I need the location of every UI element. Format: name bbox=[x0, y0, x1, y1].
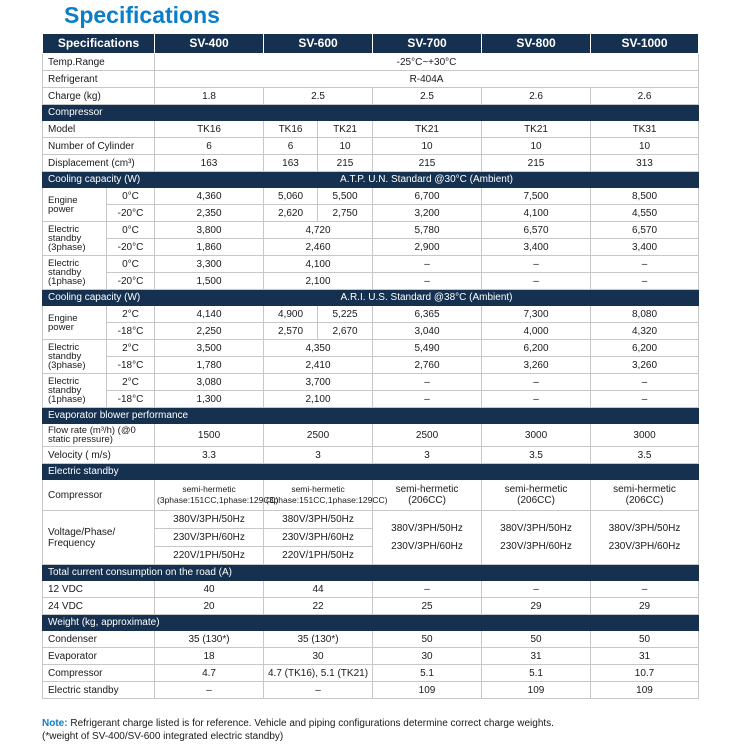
table-row-temp-range bbox=[43, 54, 699, 71]
table-row-voltage-1 bbox=[43, 511, 699, 529]
cell: 20 bbox=[155, 598, 264, 615]
temp-cell: 0°C bbox=[107, 222, 155, 239]
temp-cell: 2°C bbox=[107, 374, 155, 391]
section-header-compressor: Compressor bbox=[43, 105, 699, 121]
cell: 10 bbox=[591, 138, 699, 155]
cell bbox=[482, 511, 591, 565]
cell: semi-hermetic (3phase:151CC,1phase:129CC) bbox=[155, 480, 264, 511]
row-label: Engine power bbox=[43, 306, 107, 340]
cell: 5,225 bbox=[318, 306, 373, 323]
section-header-cooling-atp: Cooling capacity (W) A.T.P. U.N. Standard @30°C (Ambient) bbox=[43, 172, 699, 188]
row-label: Electric standby bbox=[43, 682, 155, 699]
cell: – bbox=[373, 256, 482, 273]
note-line bbox=[42, 717, 722, 730]
cell: – bbox=[591, 256, 699, 273]
row-label: Compressor bbox=[43, 665, 155, 682]
cell: 4,140 bbox=[155, 306, 264, 323]
cell: 2500 bbox=[264, 424, 373, 447]
cell: – bbox=[155, 682, 264, 699]
table-row-model bbox=[43, 121, 699, 138]
cell bbox=[591, 511, 699, 565]
standard-label: A.T.P. U.N. Standard @30°C (Ambient) bbox=[155, 172, 699, 188]
row-label: Electric standby (3phase) bbox=[43, 340, 107, 374]
cell: 8,500 bbox=[591, 188, 699, 205]
cell: 4,100 bbox=[482, 205, 591, 222]
cell: 215 bbox=[318, 155, 373, 172]
cell: TK21 bbox=[318, 121, 373, 138]
cell: 18 bbox=[155, 648, 264, 665]
cell: 3,400 bbox=[591, 239, 699, 256]
cell: TK16 bbox=[155, 121, 264, 138]
cell: 2.6 bbox=[591, 88, 699, 105]
temp-cell: 2°C bbox=[107, 306, 155, 323]
cell: 6,200 bbox=[482, 340, 591, 357]
row-label: Electric standby (3phase) bbox=[43, 222, 107, 256]
cell: 2.5 bbox=[373, 88, 482, 105]
cell: 1,500 bbox=[155, 273, 264, 290]
header-model-sv400: SV-400 bbox=[155, 34, 264, 54]
row-label: Model bbox=[43, 121, 155, 138]
cell: TK31 bbox=[591, 121, 699, 138]
table-row-cylinders bbox=[43, 138, 699, 155]
cell: 5.1 bbox=[373, 665, 482, 682]
cell: 6,200 bbox=[591, 340, 699, 357]
cell: – bbox=[373, 391, 482, 408]
voltage-line: 380V/3PH/50Hz bbox=[500, 522, 572, 534]
cell: 3.3 bbox=[155, 447, 264, 464]
cell: 31 bbox=[482, 648, 591, 665]
note-text: Refrigerant charge listed is for reference. Vehicle and piping configurations determine correct charge weights. bbox=[67, 718, 554, 729]
cell: 4,360 bbox=[155, 188, 264, 205]
table-row-atp-standby3-1 bbox=[43, 222, 699, 239]
cell: 30 bbox=[373, 648, 482, 665]
cell: 3,080 bbox=[155, 374, 264, 391]
cell: 1.8 bbox=[155, 88, 264, 105]
cell: 4,900 bbox=[264, 306, 318, 323]
section-header-electric-standby: Electric standby bbox=[43, 464, 699, 480]
cell: 109 bbox=[482, 682, 591, 699]
cell: – bbox=[373, 581, 482, 598]
cell: 6 bbox=[155, 138, 264, 155]
cell: – bbox=[482, 391, 591, 408]
cell: 215 bbox=[482, 155, 591, 172]
header-model-sv700: SV-700 bbox=[373, 34, 482, 54]
header-model-sv800: SV-800 bbox=[482, 34, 591, 54]
cell: 2,900 bbox=[373, 239, 482, 256]
page-title: Specifications bbox=[64, 2, 220, 28]
cell: 50 bbox=[591, 631, 699, 648]
cell: 4,550 bbox=[591, 205, 699, 222]
voltage-line: 230V/3PH/60Hz bbox=[608, 540, 681, 552]
cell: – bbox=[591, 374, 699, 391]
table-row-flow-rate bbox=[43, 424, 699, 447]
cell: 380V/3PH/50Hz bbox=[155, 511, 264, 529]
cell: 29 bbox=[591, 598, 699, 615]
cell: – bbox=[482, 256, 591, 273]
cell: 5,060 bbox=[264, 188, 318, 205]
cell: 215 bbox=[373, 155, 482, 172]
table-header-row bbox=[43, 34, 699, 54]
cell: – bbox=[482, 581, 591, 598]
cell: 4,000 bbox=[482, 323, 591, 340]
voltage-line: 230V/3PH/60Hz bbox=[391, 540, 463, 552]
table-row-ari-standby1-2 bbox=[43, 391, 699, 408]
section-header-current: Total current consumption on the road (A) bbox=[43, 565, 699, 581]
cell: 1500 bbox=[155, 424, 264, 447]
section-header-cooling-ari: Cooling capacity (W) A.R.I. U.S. Standard @38°C (Ambient) bbox=[43, 290, 699, 306]
cell bbox=[373, 511, 482, 565]
cell: semi-hermetic (206CC) bbox=[482, 480, 591, 511]
table-row-atp-engine-1 bbox=[43, 188, 699, 205]
voltage-line: 380V/3PH/50Hz bbox=[391, 522, 463, 534]
temp-cell: -18°C bbox=[107, 391, 155, 408]
cell: 3.5 bbox=[591, 447, 699, 464]
cell: TK16 bbox=[264, 121, 318, 138]
table-row-ari-standby3-2 bbox=[43, 357, 699, 374]
cell: 3000 bbox=[591, 424, 699, 447]
cell: 2,750 bbox=[318, 205, 373, 222]
cell: 2,410 bbox=[264, 357, 373, 374]
temp-cell: -18°C bbox=[107, 323, 155, 340]
cell: 3,200 bbox=[373, 205, 482, 222]
cell: 2,100 bbox=[264, 273, 373, 290]
temp-cell: -20°C bbox=[107, 273, 155, 290]
cell: 2,620 bbox=[264, 205, 318, 222]
table-row-24vdc bbox=[43, 598, 699, 615]
standard-label: A.R.I. U.S. Standard @38°C (Ambient) bbox=[155, 290, 699, 306]
cell: 3000 bbox=[482, 424, 591, 447]
temp-cell: 0°C bbox=[107, 256, 155, 273]
table-row-standby-compressor bbox=[43, 480, 699, 511]
table-row-atp-standby1-2 bbox=[43, 273, 699, 290]
table-row-displacement bbox=[43, 155, 699, 172]
row-label: Condenser bbox=[43, 631, 155, 648]
cell: 10 bbox=[318, 138, 373, 155]
cell: 3,260 bbox=[591, 357, 699, 374]
cell: 6 bbox=[264, 138, 318, 155]
row-label: Voltage/Phase/ Frequency bbox=[43, 511, 155, 565]
section-header-blower: Evaporator blower performance bbox=[43, 408, 699, 424]
cell: 220V/1PH/50Hz bbox=[155, 547, 264, 565]
cell: 6,570 bbox=[591, 222, 699, 239]
row-label: Engine power bbox=[43, 188, 107, 222]
cell: 4,320 bbox=[591, 323, 699, 340]
cell: 5.1 bbox=[482, 665, 591, 682]
cell: 109 bbox=[373, 682, 482, 699]
cell: 163 bbox=[264, 155, 318, 172]
cell: 3,500 bbox=[155, 340, 264, 357]
cell: 230V/3PH/60Hz bbox=[155, 529, 264, 547]
row-label: Refrigerant bbox=[43, 71, 155, 88]
cell: 3 bbox=[264, 447, 373, 464]
cell: 4.7 bbox=[155, 665, 264, 682]
cell: – bbox=[591, 581, 699, 598]
row-label: Evaporator bbox=[43, 648, 155, 665]
temp-cell: -20°C bbox=[107, 205, 155, 222]
row-label: Electric standby (1phase) bbox=[43, 374, 107, 408]
cell: – bbox=[591, 273, 699, 290]
cell: 2,100 bbox=[264, 391, 373, 408]
temp-cell: 0°C bbox=[107, 188, 155, 205]
cell: 6,700 bbox=[373, 188, 482, 205]
table-row-atp-engine-2 bbox=[43, 205, 699, 222]
row-label: Flow rate (m³/h) (@0 static pressure) bbox=[43, 424, 155, 447]
cell: 4,350 bbox=[264, 340, 373, 357]
cell: 22 bbox=[264, 598, 373, 615]
header-specifications: Specifications bbox=[43, 34, 155, 54]
cell: 35 (130*) bbox=[264, 631, 373, 648]
table-row-compressor-weight bbox=[43, 665, 699, 682]
cell: 2.6 bbox=[482, 88, 591, 105]
row-label: Electric standby (1phase) bbox=[43, 256, 107, 290]
table-row-ari-standby3-1 bbox=[43, 340, 699, 357]
row-label: Charge (kg) bbox=[43, 88, 155, 105]
cell: 6,570 bbox=[482, 222, 591, 239]
cell: TK21 bbox=[482, 121, 591, 138]
temp-cell: 2°C bbox=[107, 340, 155, 357]
cell: 7,300 bbox=[482, 306, 591, 323]
cell: 50 bbox=[373, 631, 482, 648]
cell: – bbox=[373, 374, 482, 391]
cell: – bbox=[373, 273, 482, 290]
cell: 10 bbox=[373, 138, 482, 155]
cell: 10.7 bbox=[591, 665, 699, 682]
table-row-12vdc bbox=[43, 581, 699, 598]
cell: – bbox=[264, 682, 373, 699]
cell: 163 bbox=[155, 155, 264, 172]
cell: 2,460 bbox=[264, 239, 373, 256]
table-row-velocity bbox=[43, 447, 699, 464]
cell: semi-hermetic (206CC) bbox=[591, 480, 699, 511]
refrigerant-value: R-404A bbox=[155, 71, 699, 88]
cell: 30 bbox=[264, 648, 373, 665]
cell: 3,700 bbox=[264, 374, 373, 391]
cell: 380V/3PH/50Hz bbox=[264, 511, 373, 529]
cell: 6,365 bbox=[373, 306, 482, 323]
cell: – bbox=[482, 374, 591, 391]
cell: 4.7 (TK16), 5.1 (TK21) bbox=[264, 665, 373, 682]
cell: 29 bbox=[482, 598, 591, 615]
cell: – bbox=[482, 273, 591, 290]
cell: 8,080 bbox=[591, 306, 699, 323]
cell: 3.5 bbox=[482, 447, 591, 464]
header-model-sv600: SV-600 bbox=[264, 34, 373, 54]
row-label: Temp.Range bbox=[43, 54, 155, 71]
cell: – bbox=[591, 391, 699, 408]
cell: semi-hermetic (206CC) bbox=[373, 480, 482, 511]
row-label: Velocity ( m/s) bbox=[43, 447, 155, 464]
cell: 50 bbox=[482, 631, 591, 648]
cell: 31 bbox=[591, 648, 699, 665]
cell: 4,100 bbox=[264, 256, 373, 273]
cell: 230V/3PH/60Hz bbox=[264, 529, 373, 547]
cell: 3,300 bbox=[155, 256, 264, 273]
cell: 2,250 bbox=[155, 323, 264, 340]
note-label: Note: bbox=[42, 718, 68, 729]
cell: 25 bbox=[373, 598, 482, 615]
cell: 7,500 bbox=[482, 188, 591, 205]
row-label: 24 VDC bbox=[43, 598, 155, 615]
table-row-ari-engine-2 bbox=[43, 323, 699, 340]
cell: 3,400 bbox=[482, 239, 591, 256]
footnote: (*weight of SV-400/SV-600 integrated electric standby) bbox=[42, 731, 284, 742]
cell: semi-hermetic (3phase:151CC,1phase:129CC) bbox=[264, 480, 373, 511]
cell: 5,780 bbox=[373, 222, 482, 239]
cell: 10 bbox=[482, 138, 591, 155]
row-label: Displacement (cm³) bbox=[43, 155, 155, 172]
cell: 2,570 bbox=[264, 323, 318, 340]
table-row-charge bbox=[43, 88, 699, 105]
cell: 1,860 bbox=[155, 239, 264, 256]
cell: 109 bbox=[591, 682, 699, 699]
cell: TK21 bbox=[373, 121, 482, 138]
table-row-refrigerant bbox=[43, 71, 699, 88]
row-label: Number of Cylinder bbox=[43, 138, 155, 155]
cell: 2,670 bbox=[318, 323, 373, 340]
table-row-atp-standby1-1 bbox=[43, 256, 699, 273]
notes bbox=[42, 717, 722, 743]
cell: 3,260 bbox=[482, 357, 591, 374]
cell: 2,350 bbox=[155, 205, 264, 222]
row-label: 12 VDC bbox=[43, 581, 155, 598]
cell: 3,040 bbox=[373, 323, 482, 340]
temp-range-value: -25°C~+30°C bbox=[155, 54, 699, 71]
cell: 1,300 bbox=[155, 391, 264, 408]
cell: 3 bbox=[373, 447, 482, 464]
voltage-line: 380V/3PH/50Hz bbox=[608, 522, 681, 534]
cell: 313 bbox=[591, 155, 699, 172]
row-label: Compressor bbox=[43, 480, 155, 511]
cell: 35 (130*) bbox=[155, 631, 264, 648]
cell: 4,720 bbox=[264, 222, 373, 239]
cell: 44 bbox=[264, 581, 373, 598]
cell: 40 bbox=[155, 581, 264, 598]
table-row-atp-standby3-2 bbox=[43, 239, 699, 256]
table-row-evaporator bbox=[43, 648, 699, 665]
cell: 5,490 bbox=[373, 340, 482, 357]
table-row-ari-standby1-1 bbox=[43, 374, 699, 391]
cell: 5,500 bbox=[318, 188, 373, 205]
cell: 220V/1PH/50Hz bbox=[264, 547, 373, 565]
section-header-weight: Weight (kg, approximate) bbox=[43, 615, 699, 631]
temp-cell: -18°C bbox=[107, 357, 155, 374]
table-row-condenser bbox=[43, 631, 699, 648]
voltage-line: 230V/3PH/60Hz bbox=[500, 540, 572, 552]
specifications-table bbox=[42, 33, 699, 699]
header-model-sv1000: SV-1000 bbox=[591, 34, 699, 54]
temp-cell: -20°C bbox=[107, 239, 155, 256]
cell: 2500 bbox=[373, 424, 482, 447]
cell: 2.5 bbox=[264, 88, 373, 105]
cell: 1,780 bbox=[155, 357, 264, 374]
table-row-standby-weight bbox=[43, 682, 699, 699]
cell: 2,760 bbox=[373, 357, 482, 374]
cell: 3,800 bbox=[155, 222, 264, 239]
table-row-ari-engine-1 bbox=[43, 306, 699, 323]
